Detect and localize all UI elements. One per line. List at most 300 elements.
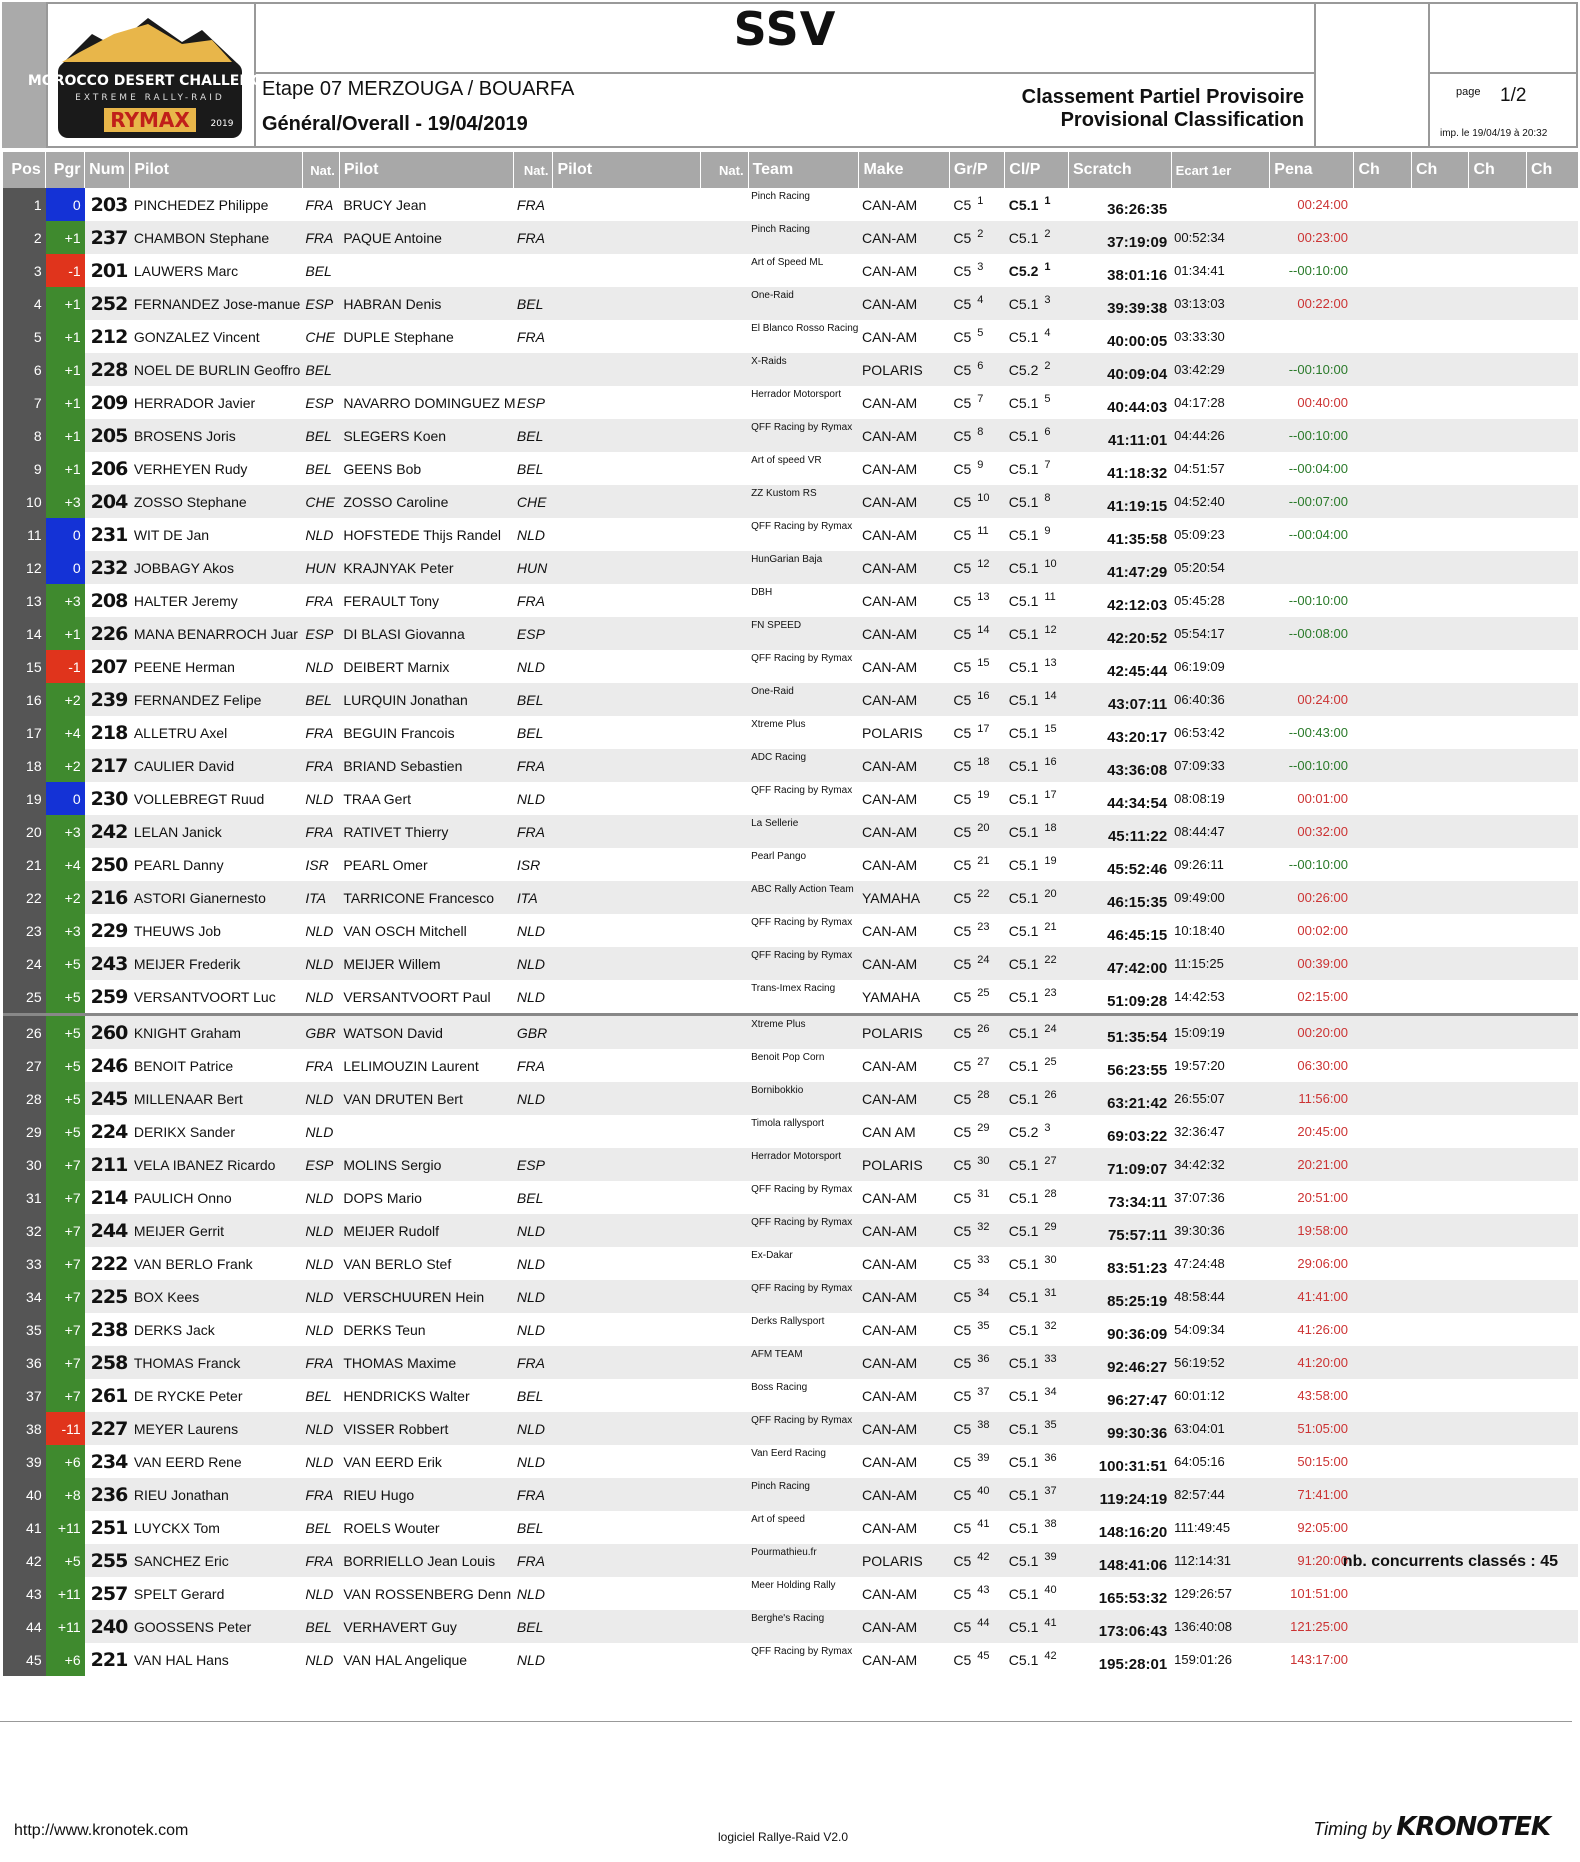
team-name: QFF Racing by Rymax [751, 653, 853, 664]
race-number: 209 [90, 391, 128, 414]
group-position [949, 221, 1004, 254]
gap-to-leader: 34:42:32 [1171, 1148, 1270, 1181]
checkpoint [1526, 386, 1578, 419]
copilot-name: VAN HAL Angelique [343, 1651, 468, 1668]
penalty: 71:41:00 [1270, 1478, 1354, 1511]
group-label: C5 [953, 460, 972, 477]
class-label: C5.1 [1008, 691, 1039, 708]
checkpoint [1411, 1379, 1469, 1412]
group-position [949, 980, 1004, 1015]
position-gain: +1 [46, 320, 85, 353]
penalty: --00:10:00 [1288, 263, 1348, 278]
copilot-nationality: NLD [516, 1585, 545, 1602]
third-pilot-nationality [701, 419, 748, 452]
group-position [949, 914, 1004, 947]
position-gain: -1 [46, 254, 85, 287]
vehicle-make: CAN-AM [859, 1610, 949, 1643]
group-position [949, 1379, 1004, 1412]
class-label: C5.1 [1008, 790, 1039, 807]
checkpoint [1354, 716, 1412, 749]
group-rank: 39 [977, 1451, 990, 1464]
group-rank: 41 [977, 1517, 990, 1530]
team-name: Van Eerd Racing [751, 1448, 826, 1459]
gap-to-leader: 60:01:12 [1174, 1388, 1225, 1403]
table-row [3, 419, 1579, 452]
checkpoint [1526, 1214, 1578, 1247]
copilot-name: DUPLE Stephane [343, 328, 454, 345]
third-pilot-nationality [701, 485, 748, 518]
checkpoint [1411, 320, 1469, 353]
group-rank: 43 [977, 1583, 990, 1596]
page-box [1428, 2, 1578, 148]
position: 24 [3, 947, 46, 980]
race-number: 257 [90, 1582, 128, 1605]
race-number: 230 [90, 787, 128, 810]
scratch-time: 42:45:44 [1107, 663, 1168, 680]
position: 30 [3, 1148, 46, 1181]
class-rank: 7 [1044, 458, 1051, 471]
race-number: 222 [90, 1252, 128, 1275]
class-rank: 2 [1044, 359, 1051, 372]
pilot-nationality: NLD [305, 988, 334, 1005]
copilot-nationality: ESP [514, 617, 553, 650]
team-name: QFF Racing by Rymax [748, 1280, 859, 1313]
group-position [949, 1049, 1004, 1082]
checkpoint [1354, 254, 1412, 287]
class-label: C5.2 [1008, 262, 1039, 279]
checkpoint [1354, 353, 1412, 386]
third-pilot-name [553, 353, 701, 386]
third-pilot-nationality [701, 254, 748, 287]
copilot-nationality: FRA [514, 1544, 553, 1577]
pilot-nationality: NLD [305, 1453, 334, 1470]
position: 36 [3, 1346, 46, 1379]
class-rank: 34 [1044, 1385, 1057, 1398]
race-number: 225 [85, 1280, 130, 1313]
checkpoint [1354, 782, 1412, 815]
position-gain: +6 [46, 1643, 85, 1676]
table-row [3, 584, 1579, 617]
pilot-nationality: FRA [305, 724, 334, 741]
pilot-name: HERRADOR Javier [133, 394, 256, 411]
vehicle-make: CAN-AM [859, 1412, 949, 1445]
position: 18 [3, 749, 46, 782]
checkpoint [1469, 1643, 1527, 1676]
checkpoint [1411, 881, 1469, 914]
team-name: Berghe's Racing [748, 1610, 859, 1643]
checkpoint [1411, 419, 1469, 452]
group-rank: 36 [977, 1352, 990, 1365]
group-rank: 10 [977, 491, 990, 504]
third-pilot-nationality [701, 650, 748, 683]
pilot-name: VOLLEBREGT Ruud [133, 790, 265, 807]
class-position [1005, 485, 1069, 518]
checkpoint [1354, 1280, 1412, 1313]
copilot-nationality: BEL [514, 1610, 553, 1643]
third-pilot-name [553, 452, 701, 485]
penalty: --00:43:00 [1288, 725, 1348, 740]
table-row [3, 353, 1579, 386]
checkpoint [1411, 452, 1469, 485]
penalty: 41:26:00 [1297, 1322, 1348, 1337]
checkpoint [1526, 1610, 1578, 1643]
team-name: AFM TEAM [748, 1346, 859, 1379]
class-position [1005, 1214, 1069, 1247]
checkpoint [1526, 1643, 1578, 1676]
table-row [3, 386, 1579, 419]
checkpoint [1411, 1181, 1469, 1214]
checkpoint [1411, 1049, 1469, 1082]
group-label: C5 [953, 559, 972, 576]
position-gain: +4 [46, 848, 85, 881]
copilot-name: KRAJNYAK Peter [339, 551, 514, 584]
copilot-name: DERKS Teun [343, 1321, 426, 1338]
team-name: QFF Racing by Rymax [748, 419, 859, 452]
penalty: 92:05:00 [1297, 1520, 1348, 1535]
vehicle-make: POLARIS [859, 1148, 949, 1181]
column-header: Nat. [701, 152, 748, 188]
column-header: Make [859, 152, 949, 188]
group-label: C5 [953, 988, 972, 1005]
column-header: Gr/P [949, 152, 1004, 188]
copilot-name: SLEGERS Koen [339, 419, 514, 452]
group-position [949, 650, 1004, 683]
class-label: C5.1 [1008, 1618, 1039, 1635]
class-rank: 4 [1044, 326, 1051, 339]
group-label: C5 [953, 1354, 972, 1371]
checkpoint [1354, 1478, 1412, 1511]
group-label: C5 [953, 1387, 972, 1404]
category-title: SSV [733, 2, 837, 56]
checkpoint [1526, 947, 1578, 980]
pilot-nationality: ESP [302, 287, 339, 320]
group-position [949, 1346, 1004, 1379]
race-number: 252 [85, 287, 130, 320]
checkpoint [1469, 386, 1527, 419]
group-position [949, 749, 1004, 782]
checkpoint [1469, 617, 1527, 650]
classified-count: nb. concurrents classés : 45 [1342, 1553, 1558, 1570]
column-header: Ch [1354, 152, 1412, 188]
third-pilot-nationality [701, 617, 748, 650]
team-name: Pearl Pango [751, 851, 807, 862]
penalty: 02:15:00 [1297, 989, 1348, 1004]
third-pilot-nationality [701, 782, 748, 815]
checkpoint [1526, 518, 1578, 551]
checkpoint [1354, 1346, 1412, 1379]
column-header-row [3, 152, 1579, 188]
pilot-name: MILLENAAR Bert [130, 1082, 303, 1115]
checkpoint [1411, 386, 1469, 419]
group-rank: 26 [977, 1022, 990, 1035]
copilot-nationality: NLD [514, 1082, 553, 1115]
third-pilot-name [553, 947, 701, 980]
third-pilot-nationality [701, 1445, 748, 1478]
gap-to-leader: 05:20:54 [1171, 551, 1270, 584]
group-label: C5 [953, 1420, 972, 1437]
class-label: C5.1 [1008, 559, 1039, 576]
checkpoint [1411, 1412, 1469, 1445]
gap-to-leader: 08:08:19 [1174, 791, 1225, 806]
group-label: C5 [953, 229, 972, 246]
position: 39 [3, 1445, 46, 1478]
class-label: C5.1 [1008, 1651, 1039, 1668]
pilot-name: KNIGHT Graham [130, 1015, 303, 1050]
checkpoint [1469, 1115, 1527, 1148]
checkpoint [1526, 254, 1578, 287]
group-label: C5 [953, 1090, 972, 1107]
class-rank: 11 [1044, 590, 1056, 603]
class-label: C5.1 [1008, 460, 1039, 477]
penalty: 50:15:00 [1297, 1454, 1348, 1469]
third-pilot-nationality [701, 1247, 748, 1280]
group-rank: 7 [977, 392, 984, 405]
race-number: 205 [85, 419, 130, 452]
table-row [3, 815, 1579, 848]
class-position [1005, 980, 1069, 1015]
third-pilot-name [553, 1015, 701, 1050]
checkpoint [1354, 419, 1412, 452]
class-label: C5.1 [1008, 1255, 1039, 1272]
pilot-name: DERIKX Sander [133, 1123, 235, 1140]
position: 3 [3, 254, 46, 287]
position-gain: +5 [46, 1082, 85, 1115]
third-pilot-nationality [701, 1280, 748, 1313]
table-row [3, 188, 1579, 221]
copilot-name: MEIJER Rudolf [339, 1214, 514, 1247]
third-pilot-nationality [701, 287, 748, 320]
pilot-name: HALTER Jeremy [133, 592, 238, 609]
position: 42 [3, 1544, 46, 1577]
vehicle-make: CAN-AM [859, 1478, 949, 1511]
vehicle-make: CAN-AM [859, 1214, 949, 1247]
penalty: 11:56:00 [1270, 1082, 1354, 1115]
gap-to-leader: 37:07:36 [1174, 1190, 1225, 1205]
scratch-time: 40:44:03 [1107, 399, 1168, 416]
checkpoint [1354, 980, 1412, 1015]
pilot-nationality: FRA [302, 221, 339, 254]
third-pilot-nationality [701, 320, 748, 353]
copilot-nationality: BEL [516, 1519, 544, 1536]
third-pilot-name [553, 1082, 701, 1115]
penalty: 20:21:00 [1270, 1148, 1354, 1181]
copilot-name: VAN DRUTEN Bert [339, 1082, 514, 1115]
class-position [1005, 1181, 1069, 1214]
class-rank: 40 [1044, 1583, 1057, 1596]
group-position [949, 1511, 1004, 1544]
third-pilot-name [553, 1544, 701, 1577]
timing-label: Timing by [1313, 1819, 1392, 1839]
table-row [3, 1643, 1579, 1676]
position-gain: +7 [46, 1346, 85, 1379]
team-name: QFF Racing by Rymax [748, 1214, 859, 1247]
penalty: 101:51:00 [1290, 1586, 1348, 1601]
group-position [949, 518, 1004, 551]
checkpoint [1354, 683, 1412, 716]
third-pilot-nationality [701, 1577, 748, 1610]
copilot-nationality: CHE [514, 485, 553, 518]
group-label: C5 [953, 1255, 972, 1272]
group-label: C5 [953, 1552, 972, 1569]
position: 1 [3, 188, 46, 221]
checkpoint [1354, 815, 1412, 848]
class-label: C5.1 [1008, 889, 1039, 906]
position-gain: +7 [46, 1148, 85, 1181]
position: 28 [3, 1082, 46, 1115]
position-gain: +1 [46, 617, 85, 650]
group-rank: 16 [977, 689, 990, 702]
position-gain: +4 [46, 716, 85, 749]
gap-to-leader: 06:40:36 [1171, 683, 1270, 716]
group-position [949, 1082, 1004, 1115]
gap-to-leader: 19:57:20 [1174, 1058, 1225, 1073]
checkpoint [1411, 584, 1469, 617]
group-rank: 30 [977, 1154, 990, 1167]
group-position [949, 419, 1004, 452]
group-position [949, 1445, 1004, 1478]
position-gain: 0 [46, 188, 85, 221]
print-date: imp. le 19/04/19 à 20:32 [1440, 128, 1548, 139]
class-position [1005, 1015, 1069, 1050]
position: 25 [3, 980, 46, 1015]
checkpoint [1526, 1049, 1578, 1082]
checkpoint [1469, 287, 1527, 320]
group-position [949, 1015, 1004, 1050]
race-number: 258 [85, 1346, 130, 1379]
footer-url[interactable]: http://www.kronotek.com [14, 1822, 189, 1839]
gap-to-leader: 136:40:08 [1171, 1610, 1270, 1643]
copilot-nationality: NLD [514, 1412, 553, 1445]
class-rank: 17 [1044, 788, 1057, 801]
group-rank: 27 [977, 1055, 990, 1068]
checkpoint [1469, 914, 1527, 947]
team-name: ZZ Kustom RS [748, 485, 859, 518]
race-number: 245 [85, 1082, 130, 1115]
checkpoint [1411, 617, 1469, 650]
checkpoint [1411, 1280, 1469, 1313]
checkpoint [1526, 1445, 1578, 1478]
third-pilot-nationality [701, 1181, 748, 1214]
group-position [949, 1478, 1004, 1511]
pilot-nationality: FRA [302, 815, 339, 848]
checkpoint [1411, 716, 1469, 749]
position: 17 [3, 716, 46, 749]
checkpoint [1469, 1346, 1527, 1379]
third-pilot-nationality [701, 1346, 748, 1379]
checkpoint [1469, 1313, 1527, 1346]
third-pilot-name [553, 1445, 701, 1478]
pilot-nationality: NLD [305, 922, 334, 939]
group-label: C5 [953, 1189, 972, 1206]
gap-to-leader: 63:04:01 [1171, 1412, 1270, 1445]
pilot-name: DERKS Jack [133, 1321, 215, 1338]
checkpoint [1354, 551, 1412, 584]
class-position [1005, 650, 1069, 683]
pilot-name: DE RYCKE Peter [133, 1387, 243, 1404]
checkpoint [1469, 254, 1527, 287]
table-row [3, 518, 1579, 551]
pilot-name: VELA IBANEZ Ricardo [130, 1148, 303, 1181]
gap-to-leader: 04:51:57 [1174, 461, 1225, 476]
copilot-nationality: NLD [516, 658, 545, 675]
group-label: C5 [953, 1156, 972, 1173]
table-row [3, 1214, 1579, 1247]
pilot-nationality: ITA [302, 881, 339, 914]
pilot-name: THOMAS Franck [130, 1346, 303, 1379]
checkpoint [1354, 1610, 1412, 1643]
race-number: 221 [90, 1648, 128, 1671]
pilot-name: VAN HAL Hans [133, 1651, 229, 1668]
scratch-time: 47:42:00 [1068, 947, 1171, 980]
scratch-time: 40:09:04 [1068, 353, 1171, 386]
gap-to-leader: 159:01:26 [1174, 1652, 1233, 1667]
checkpoint [1526, 914, 1578, 947]
column-header: Team [748, 152, 859, 188]
class-rank: 27 [1044, 1154, 1057, 1167]
position-gain: +2 [46, 683, 85, 716]
pilot-nationality: CHE [302, 485, 339, 518]
checkpoint [1354, 1148, 1412, 1181]
pilot-nationality: BEL [305, 460, 332, 477]
column-header: Pilot [339, 152, 514, 188]
copilot-name: BRUCY Jean [343, 196, 427, 213]
vehicle-make: CAN-AM [859, 617, 949, 650]
pilot-nationality: BEL [302, 683, 339, 716]
class-label: C5.1 [1008, 1024, 1039, 1041]
checkpoint [1526, 749, 1578, 782]
penalty: 00:02:00 [1297, 923, 1348, 938]
vehicle-make: CAN-AM [859, 551, 949, 584]
class-rank: 30 [1044, 1253, 1057, 1266]
report-header [0, 0, 1580, 150]
class-rank: 22 [1044, 953, 1057, 966]
third-pilot-nationality [701, 518, 748, 551]
third-pilot-name [553, 320, 701, 353]
results-table [2, 152, 1578, 1676]
penalty: 51:05:00 [1270, 1412, 1354, 1445]
group-label: C5 [953, 724, 972, 741]
third-pilot-nationality [701, 188, 748, 221]
position-gain: +7 [46, 1214, 85, 1247]
pilot-nationality: ISR [305, 856, 329, 873]
checkpoint [1411, 287, 1469, 320]
class-label: C5.1 [1008, 1420, 1039, 1437]
vehicle-make: CAN-AM [859, 749, 949, 782]
group-label: C5 [953, 1024, 972, 1041]
pilot-nationality: ESP [302, 617, 339, 650]
checkpoint [1469, 848, 1527, 881]
scratch-time: 119:24:19 [1068, 1478, 1171, 1511]
penalty: 19:58:00 [1270, 1214, 1354, 1247]
checkpoint [1354, 452, 1412, 485]
position: 12 [3, 551, 46, 584]
position: 37 [3, 1379, 46, 1412]
penalty [1270, 650, 1354, 683]
vehicle-make: CAN-AM [861, 592, 918, 609]
checkpoint [1526, 815, 1578, 848]
copilot-name: HENDRICKS Walter [343, 1387, 470, 1404]
position: 45 [3, 1643, 46, 1676]
copilot-name: VERHAVERT Guy [339, 1610, 514, 1643]
race-number: 204 [85, 485, 130, 518]
class-position [1005, 188, 1069, 221]
group-position [949, 1181, 1004, 1214]
checkpoint [1469, 551, 1527, 584]
group-position [949, 1412, 1004, 1445]
penalty: --00:07:00 [1270, 485, 1354, 518]
pilot-name: GOOSSENS Peter [130, 1610, 303, 1643]
table-row [3, 1478, 1579, 1511]
